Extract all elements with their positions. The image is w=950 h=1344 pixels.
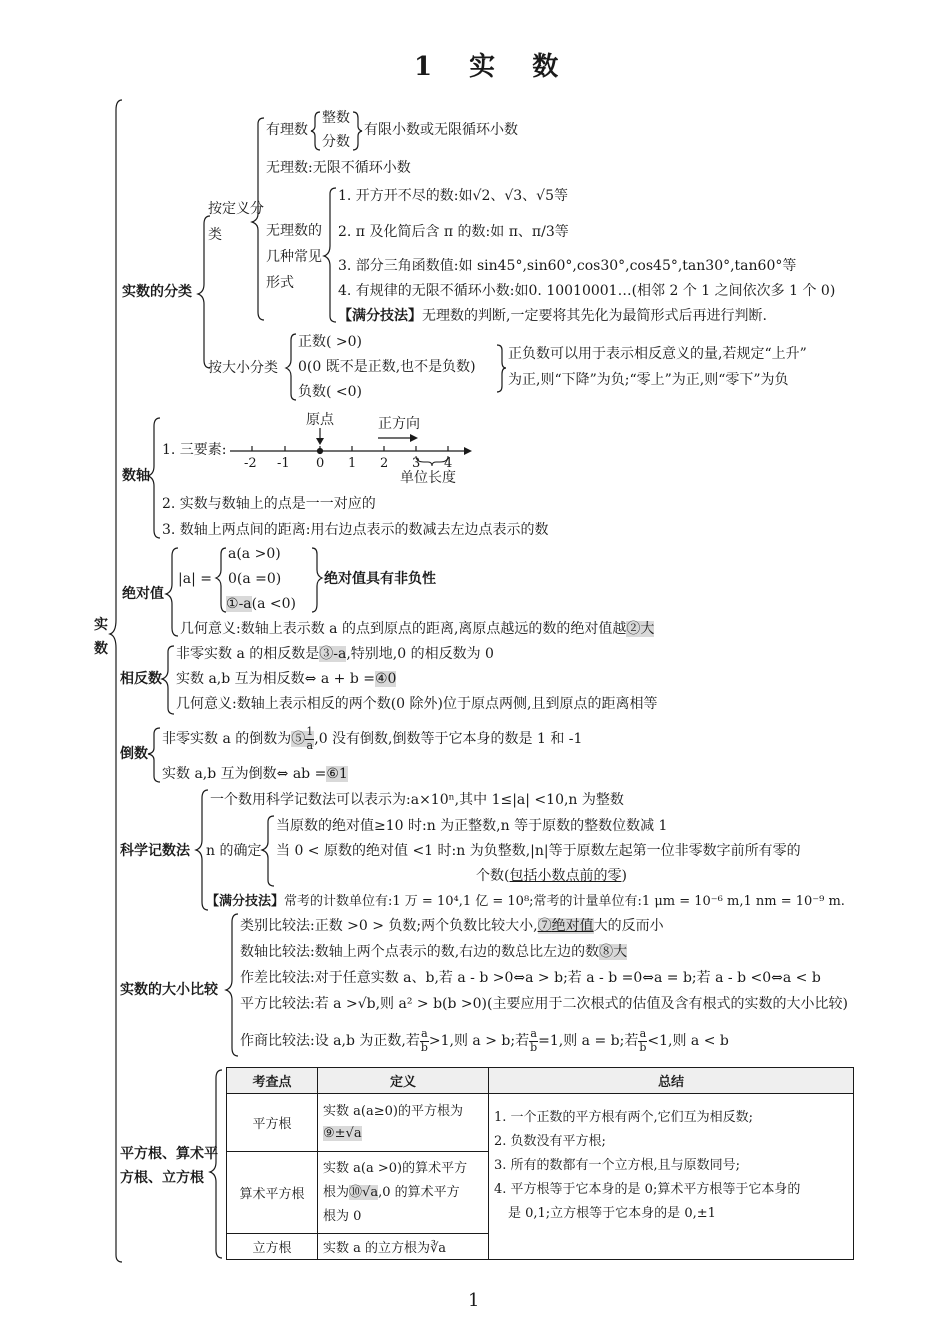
irrational-form-3: 3. 部分三角函数值:如 sin45°,sin60°,cos30°,cos45°,tan30°,tan60°等 [338, 258, 797, 274]
page-number: 1 [468, 1290, 480, 1311]
tick-label: 1 [348, 456, 357, 471]
answer-blank: ⑦绝对值 [537, 918, 594, 934]
point-cube-root: 立方根 [227, 1234, 318, 1260]
number-line-item-1: 1. 三要素: [162, 442, 227, 458]
definition-cube-root: 实数 a 的立方根为∛a [318, 1234, 489, 1260]
absolute-note: 绝对值具有非负性 [324, 571, 436, 587]
compare-label: 实数的大小比较 [120, 982, 218, 998]
absolute-case-1: a(a >0) [228, 546, 281, 562]
answer-blank: ⑥1 [326, 766, 348, 782]
header-point: 考查点 [227, 1068, 318, 1094]
answer-blank: ③-a [319, 646, 347, 662]
answer-blank: ④0 [374, 671, 397, 687]
header-summary: 总结 [489, 1068, 854, 1094]
roots-label-2: 方根、立方根 [120, 1170, 204, 1186]
absolute-lhs: |a| = [178, 571, 212, 587]
compare-line-5: 作商比较法:设 a,b 为正数,若 $\frac{a}{b}$ >1,则 a > b;若 $\frac{a}{b}$ =1,则 a = b;若 $\frac{a}{b}$ <1,则 a < b [240, 1027, 729, 1054]
n-rule-3: 个数(包括小数点前的零) [476, 868, 627, 884]
n-rule-2: 当 0 < 原数的绝对值 <1 时:n 为负整数,|n|等于原数左起第一位非零数字前所有零的 [276, 843, 801, 859]
direction-label: 正方向 [378, 416, 420, 432]
tick-label: -1 [277, 456, 290, 471]
absolute-case-3: ①-a(a <0) [226, 596, 296, 612]
opposite-line-1: 非零实数 a 的相反数是③-a,特别地,0 的相反数为 0 [176, 646, 494, 662]
classification-tip [338, 308, 767, 325]
number-line-label: 数轴 [122, 468, 150, 484]
size-positive: 正数( >0) [298, 334, 363, 350]
summary-item: 3. 所有的数都有一个立方根,且与原数同号; [494, 1158, 741, 1173]
summary-item: 1. 一个正数的平方根有两个,它们互为相反数; [494, 1110, 754, 1125]
roots-label-1: 平方根、算术平 [120, 1146, 218, 1162]
scientific-label: 科学记数法 [120, 843, 190, 859]
opposite-label: 相反数 [120, 671, 162, 687]
tick-label: 0 [316, 456, 325, 471]
reciprocal-line-1: 非零实数 a 的倒数为⑤ $\frac{1}{a}$ ,0 没有倒数,倒数等于它本身的数是 1 和 -1 [162, 725, 583, 752]
summary-item: 4. 平方根等于它本身的是 0;算术平方根等于它本身的 [494, 1182, 801, 1197]
scientific-tip: 【满分技法】常考的计数单位有:1 万 = 10⁴,1 亿 = 10⁸;常考的计量单位有:1 μm = 10⁻⁶ m,1 nm = 10⁻⁹ m. [206, 894, 845, 909]
tick-label: 3 [412, 456, 421, 471]
answer-blank: ⑨±√a [323, 1125, 362, 1141]
summary-item: 是 0,1;立方根等于它本身的是 0,±1 [508, 1206, 716, 1221]
tick-label: -2 [244, 456, 257, 471]
reciprocal-label: 倒数 [120, 746, 148, 762]
size-zero: 0(0 既不是正数,也不是负数) [298, 359, 476, 375]
page-title: 1 实 数 [414, 52, 573, 82]
table-header-row [227, 1068, 854, 1094]
rational-label: 有理数 [266, 122, 308, 138]
n-rule-1: 当原数的绝对值≥10 时:n 为正整数,n 等于原数的整数位数减 1 [276, 818, 668, 834]
answer-blank: ①-a [226, 596, 252, 612]
table-row [227, 1094, 854, 1152]
irrational-definition: 无理数:无限不循环小数 [266, 160, 411, 176]
compare-line-4: 平方比较法:若 a >√b,则 a² > b(b >0)(主要应用于二次根式的估值及含有根式的实数的大小比较) [240, 996, 848, 1012]
size-note-2: 为正,则“下降”为负;“零上”为正,则“零下”为负 [508, 372, 789, 388]
irrational-form-1: 1. 开方开不尽的数:如√2、√3、√5等 [338, 188, 569, 204]
rational-note: 有限小数或无限循环小数 [364, 122, 518, 138]
absolute-case-2: 0(a =0) [228, 571, 282, 587]
answer-blank: ⑧大 [599, 944, 628, 960]
n-determine-label: n 的确定 [206, 843, 262, 859]
compare-line-1: 类别比较法:正数 >0 > 负数;两个负数比较大小,⑦绝对值大的反而小 [240, 918, 664, 934]
absolute-geometry: 几何意义:数轴上表示数 a 的点到原点的距离,离原点越远的数的绝对值越②大 [180, 621, 655, 637]
by-definition-label: 按定义分类 [208, 201, 264, 243]
compare-line-3: 作差比较法:对于任意实数 a、b,若 a - b >0⇔a > b;若 a - b =0⇔a = b;若 a - b <0⇔a < b [240, 970, 821, 986]
tick-label: 2 [380, 456, 389, 471]
opposite-line-3: 几何意义:数轴上表示相反的两个数(0 除外)位于原点两侧,且到原点的距离相等 [176, 696, 658, 712]
point-arithmetic-root: 算术平方根 [227, 1152, 318, 1234]
root-label-1: 实 [94, 617, 108, 633]
definition-square-root: 实数 a(a≥0)的平方根为 ⑨±√a [318, 1094, 489, 1152]
irrational-forms-label: 无理数的几种常见形式 [266, 223, 322, 291]
tick-label: 4 [444, 456, 453, 471]
root-label-2: 数 [94, 641, 108, 657]
irrational-form-2: 2. π 及化简后含 π 的数:如 π、π/3等 [338, 224, 569, 240]
integer-label: 整数 [322, 110, 350, 126]
unit-length-label: 单位长度 [400, 470, 456, 486]
size-negative: 负数( <0) [298, 384, 363, 400]
summary-cell [489, 1094, 854, 1260]
origin-label: 原点 [306, 412, 334, 428]
by-size-label: 按大小分类 [208, 360, 278, 376]
irrational-form-4: 4. 有规律的无限不循环小数:如0. 10010001…(相邻 2 个 1 之间依次多 1 个 0) [338, 283, 836, 299]
definition-arithmetic-root: 实数 a(a >0)的算术平方 根为⑩√a,0 的算术平方 根为 0 [318, 1152, 489, 1234]
tip-text: 无理数的判断,一定要将其先化为最简形式后再进行判断. [422, 308, 767, 324]
classification-label: 实数的分类 [122, 284, 192, 300]
tip-label: 【满分技法】 [338, 308, 422, 324]
fraction-label: 分数 [322, 134, 350, 150]
answer-blank: ⑩√a [349, 1184, 379, 1200]
opposite-line-2: 实数 a,b 互为相反数⇔ a + b =④0 [176, 671, 397, 687]
number-line-item-3: 3. 数轴上两点间的距离:用右边点表示的数减去左边点表示的数 [162, 522, 549, 538]
summary-item: 2. 负数没有平方根; [494, 1134, 606, 1149]
roots-table [226, 1067, 854, 1260]
header-definition: 定义 [318, 1068, 489, 1094]
number-line-axis [230, 428, 472, 455]
answer-blank: ⑤ $\frac{1}{a}$ [291, 725, 314, 752]
number-line-item-2: 2. 实数与数轴上的点是一一对应的 [162, 496, 376, 512]
compare-line-2: 数轴比较法:数轴上两个点表示的数,右边的数总比左边的数⑧大 [240, 944, 628, 960]
scientific-line-1: 一个数用科学记数法可以表示为:a×10ⁿ,其中 1≤|a| <10,n 为整数 [210, 792, 624, 808]
reciprocal-line-2: 实数 a,b 互为倒数⇔ ab =⑥1 [162, 766, 348, 782]
point-square-root: 平方根 [227, 1094, 318, 1152]
absolute-label: 绝对值 [122, 586, 164, 602]
answer-blank: ②大 [626, 621, 655, 637]
size-note-1: 正负数可以用于表示相反意义的量,若规定“上升” [508, 346, 807, 362]
